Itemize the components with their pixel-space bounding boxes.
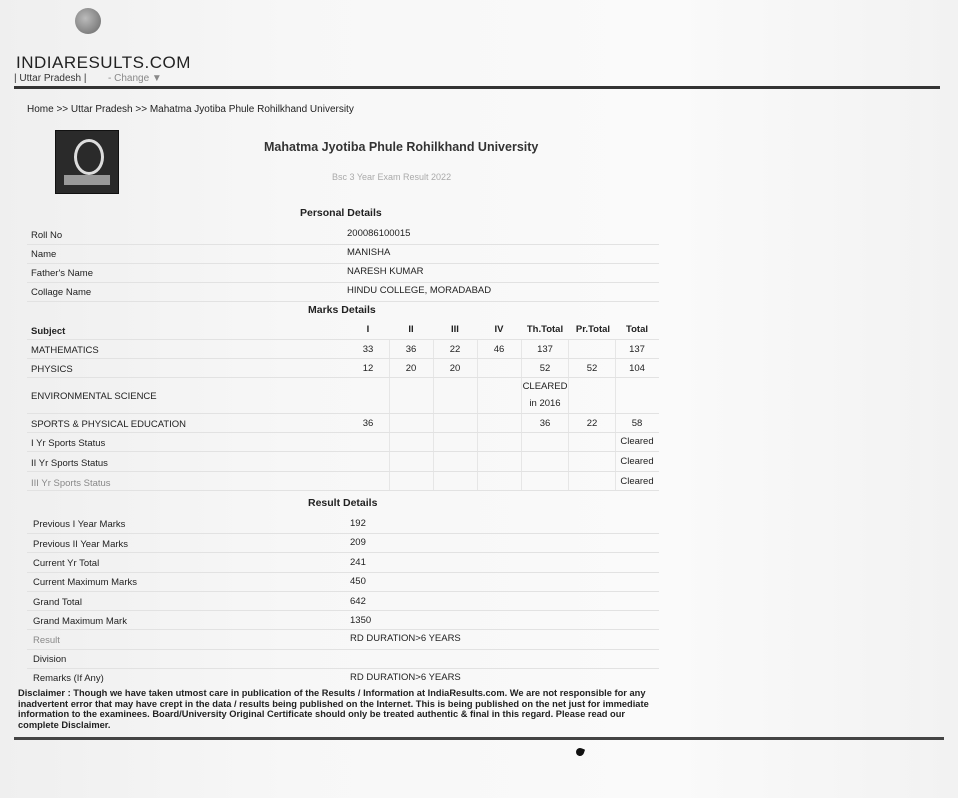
col-divider	[615, 340, 616, 490]
result-label: Current Maximum Marks	[33, 577, 137, 588]
mark-cell: 52	[539, 363, 551, 374]
row-divider	[27, 610, 659, 611]
row-divider	[27, 358, 659, 359]
sports-status-1: I Yr Sports Status	[31, 438, 106, 449]
mark-cell: 22	[586, 418, 598, 429]
mark-cell: 12	[362, 363, 374, 374]
row-divider	[27, 649, 659, 650]
mark-cell: Cleared	[620, 476, 654, 487]
col-iii: III	[451, 324, 459, 335]
row-divider	[27, 572, 659, 573]
university-logo-icon	[55, 130, 119, 194]
row-divider	[27, 451, 659, 452]
breadcrumb[interactable]: Home >> Uttar Pradesh >> Mahatma Jyotiba Phule Rohilkhand University	[27, 104, 354, 115]
col-subject: Subject	[31, 326, 66, 337]
row-divider	[27, 282, 659, 283]
result-value: 209	[350, 537, 366, 548]
col-i: I	[366, 324, 370, 335]
mark-cell: in 2016	[529, 398, 561, 409]
result-label: Grand Maximum Mark	[33, 616, 127, 627]
col-divider	[477, 340, 478, 490]
mark-cell: 36	[362, 418, 374, 429]
mark-cell: 33	[362, 344, 374, 355]
marks-details-heading: Marks Details	[308, 304, 376, 316]
mark-cell: 20	[449, 363, 461, 374]
bottom-divider	[14, 737, 944, 740]
col-divider	[568, 340, 569, 490]
row-divider	[27, 668, 659, 669]
father-name-value: NARESH KUMAR	[347, 266, 424, 277]
row-divider	[27, 552, 659, 553]
mark-cell: 46	[493, 344, 505, 355]
row-divider	[27, 490, 659, 491]
result-label: Previous II Year Marks	[33, 539, 129, 550]
col-ii: II	[408, 324, 414, 335]
col-pr-total: Pr.Total	[575, 324, 611, 335]
mark-cell: 104	[629, 363, 645, 374]
row-divider	[27, 591, 659, 592]
mark-cell: 36	[405, 344, 417, 355]
row-divider	[27, 432, 659, 433]
row-divider	[27, 629, 659, 630]
region-label: | Uttar Pradesh |	[14, 73, 87, 84]
mark-cell: CLEARED	[522, 381, 568, 392]
college-name-value: HINDU COLLEGE, MORADABAD	[347, 285, 492, 296]
ink-mark-icon	[575, 747, 585, 757]
mark-cell: 137	[629, 344, 645, 355]
result-label: Remarks (If Any)	[33, 673, 104, 684]
row-divider	[27, 244, 659, 245]
col-iv: IV	[494, 324, 504, 335]
row-divider	[27, 471, 659, 472]
result-value: 1350	[350, 615, 372, 626]
subject-sports: SPORTS & PHYSICAL EDUCATION	[31, 419, 187, 430]
row-divider	[27, 339, 659, 340]
site-brand[interactable]: INDIARESULTS.COM	[16, 53, 191, 72]
mark-cell: 58	[631, 418, 643, 429]
result-value: RD DURATION>6 YEARS	[350, 672, 461, 683]
row-divider	[27, 301, 659, 302]
sports-status-2: II Yr Sports Status	[31, 458, 108, 469]
college-name-label: Collage Name	[31, 287, 92, 298]
mark-cell: Cleared	[620, 456, 654, 467]
result-label: Current Yr Total	[33, 558, 100, 569]
result-value: 642	[350, 596, 366, 607]
col-th-total: Th.Total	[526, 324, 564, 335]
change-region-link[interactable]: - Change ▼	[108, 73, 162, 84]
sports-status-3: III Yr Sports Status	[31, 478, 111, 489]
globe-logo-icon	[75, 8, 101, 34]
mark-cell: 52	[586, 363, 598, 374]
top-divider	[14, 86, 940, 89]
mark-cell: Cleared	[620, 436, 654, 447]
col-divider	[433, 340, 434, 490]
result-label: Result	[33, 635, 60, 646]
mark-cell: 20	[405, 363, 417, 374]
col-total: Total	[626, 324, 648, 335]
result-value: RD DURATION>6 YEARS	[350, 633, 461, 644]
name-label: Name	[31, 249, 57, 260]
subject-physics: PHYSICS	[31, 364, 73, 375]
roll-no-label: Roll No	[31, 230, 63, 241]
disclaimer-text: Disclaimer : Though we have taken utmost care in publication of the Results / Information at IndiaResults.com. We are not responsible for any inadvertent error that may have crept in the data / results being published on the Internet. This is being published on the net just for immediate information to the examinees. Board/University Original Certificate should only be treated authentic & final in this regard. Please read our complete Disclaimer.	[18, 688, 649, 730]
university-title: Mahatma Jyotiba Phule Rohilkhand University	[264, 140, 539, 154]
result-label: Division	[33, 654, 67, 665]
row-divider	[27, 533, 659, 534]
mark-cell: 22	[449, 344, 461, 355]
row-divider	[27, 263, 659, 264]
mark-cell: 137	[537, 344, 553, 355]
result-value: 192	[350, 518, 366, 529]
result-details-heading: Result Details	[308, 497, 378, 509]
name-value: MANISHA	[347, 247, 391, 258]
roll-no-value: 200086100015	[347, 228, 411, 239]
row-divider	[27, 377, 659, 378]
col-divider	[521, 340, 522, 490]
row-divider	[27, 413, 659, 414]
mark-cell: 36	[539, 418, 551, 429]
result-label: Previous I Year Marks	[33, 519, 126, 530]
subject-mathematics: MATHEMATICS	[31, 345, 99, 356]
result-value: 450	[350, 576, 366, 587]
result-label: Grand Total	[33, 597, 82, 608]
result-value: 241	[350, 557, 366, 568]
subject-environmental-science: ENVIRONMENTAL SCIENCE	[31, 391, 157, 402]
exam-title: Bsc 3 Year Exam Result 2022	[332, 172, 452, 182]
father-name-label: Father's Name	[31, 268, 94, 279]
col-divider	[389, 340, 390, 490]
personal-details-heading: Personal Details	[300, 207, 382, 219]
